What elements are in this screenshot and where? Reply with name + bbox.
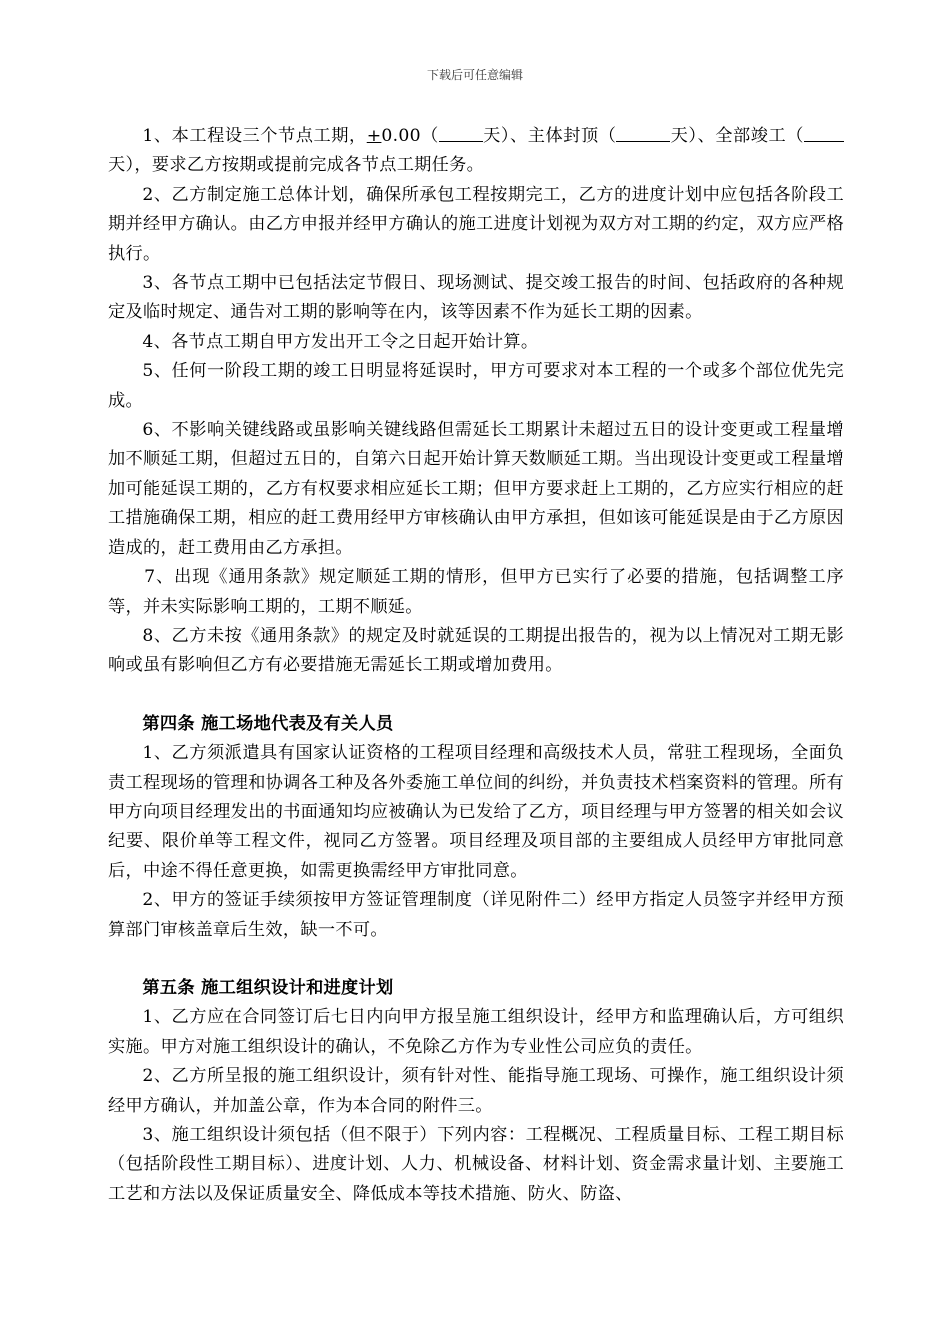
spacer xyxy=(108,681,844,710)
clause-3-item-1: 1、本工程设三个节点工期，+0.00（ 天）、主体封顶（ 天）、全部竣工（天），要求乙方按期或提前完成各节点工期任务。 xyxy=(108,122,844,181)
clause-5-item-3: 3、施工组织设计须包括（但不限于）下列内容：工程概况、工程质量目标、工程工期目标（包括阶段性工期目标）、进度计划、人力、机械设备、材料计划、资金需求量计划、主要施工工艺和方法以及保证质量安全、降低成本等技术措施、防火、防盗、 xyxy=(108,1125,844,1204)
clause-3-item-8: 8、乙方未按《通用条款》的规定及时就延误的工期提出报告的，视为以上情况对工期无影响或虽有影响但乙方有必要措施无需延长工期或增加费用。 xyxy=(108,625,844,676)
clause-3-item-3: 3、各节点工期中已包括法定节假日、现场测试、提交竣工报告的时间、包括政府的各种规定及临时规定、通告对工期的影响等在内，该等因素不作为延长工期的因素。 xyxy=(108,273,844,323)
spacer xyxy=(108,945,844,974)
page-header: 下载后可任意编辑 xyxy=(426,68,523,82)
clause-4-item-2: 2、甲方的签证手续须按甲方签证管理制度（详见附件二）经甲方指定人员签字并经甲方预算部门审核盖章后生效，缺一不可。 xyxy=(108,890,844,940)
clause-5-item-2: 2、乙方所呈报的施工组织设计，须有针对性、能指导施工现场、可操作，施工组织设计须经甲方确认，并加盖公章，作为本合同的附件三。 xyxy=(108,1066,844,1116)
section-5-title: 第五条 施工组织设计和进度计划 xyxy=(142,977,394,998)
section-4-title: 第四条 施工场地代表及有关人员 xyxy=(142,713,394,734)
clause-3-item-2: 2、乙方制定施工总体计划，确保所承包工程按期完工，乙方的进度计划中应包括各阶段工期并经甲方确认。由乙方申报并经甲方确认的施工进度计划视为双方对工期的约定，双方应严格执行。 xyxy=(108,184,844,264)
clause-3-item-6: 6、不影响关键线路或虽影响关键线路但需延长工期累计未超过五日的设计变更或工程量增加不顺延工期，但超过五日的，自第六日起开始计算天数顺延工期。当出现设计变更或工程量增加可能延误工期的，乙方有权要求相应延长工期；但甲方要求赶上工期的，乙方应实行相应的赶工措施确保工期，相应的赶工费用经甲方审核确认由甲方承担，但如该可能延误是由于乙方原因造成的，赶工费用由乙方承担。 xyxy=(108,420,844,558)
clause-5-item-1: 1、乙方应在合同签订后七日内向甲方报呈施工组织设计，经甲方和监理确认后，方可组织实施。甲方对施工组织设计的确认，不免除乙方作为专业性公司应负的责任。 xyxy=(108,1007,844,1057)
blank-line xyxy=(804,124,844,142)
clause-3-item-4: 4、各节点工期自甲方发出开工令之日起开始计算。 xyxy=(142,331,539,352)
clause-3-item-5: 5、任何一阶段工期的竣工日明显将延误时，甲方可要求对本工程的一个或多个部位优先完成。 xyxy=(108,361,844,411)
blank-line xyxy=(439,124,483,142)
document-body xyxy=(108,122,844,1209)
clause-4-item-1: 1、乙方须派遣具有国家认证资格的工程项目经理和高级技术人员，常驻工程现场，全面负责工程现场的管理和协调各工种及各外委施工单位间的纠纷，并负责技术档案资料的管理。所有甲方向项目经理发出的书面通知均应被确认为已发给了乙方，项目经理与甲方签署的相关如会议纪要、限价单等工程文件，视同乙方签署。项目经理及项目部的主要组成人员经甲方审批同意后，中途不得任意更换，如需更换需经甲方审批同意。 xyxy=(108,743,844,881)
blank-line xyxy=(616,124,670,142)
clause-3-item-7: 7、出现《通用条款》规定顺延工期的情形，但甲方已实行了必要的措施，包括调整工序等，并未实际影响工期的，工期不顺延。 xyxy=(108,567,844,617)
